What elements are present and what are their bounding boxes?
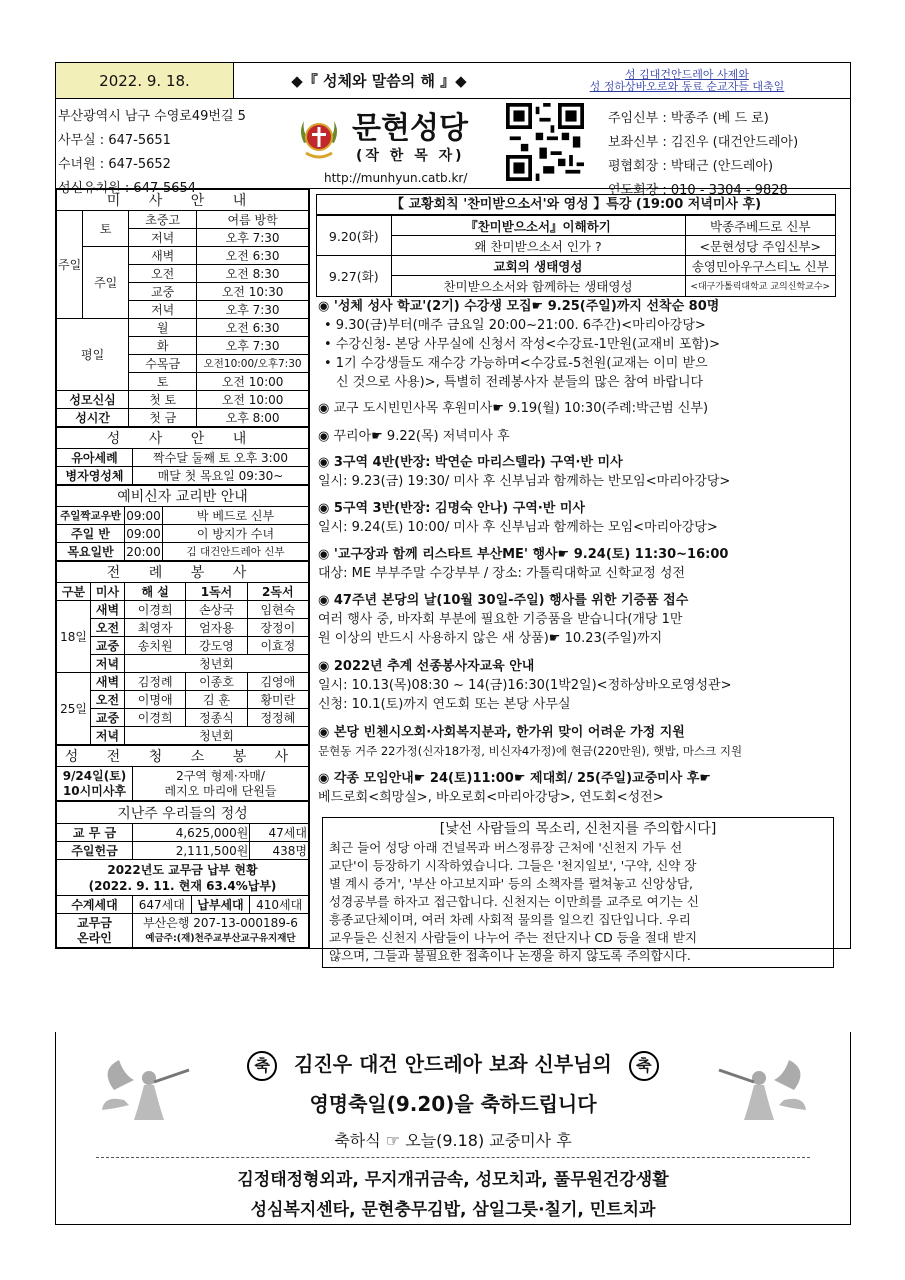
tithe-status-title: 2022년도 교무금 납부 현황 <box>107 862 258 877</box>
mass-time: 오후 7:30 <box>197 337 309 355</box>
class-label: 주일 반 <box>57 525 125 543</box>
contact-info <box>58 105 246 201</box>
notice-line: 일시: 10.13(목)08:30 ~ 14(금)16:30(1박2일)<정하상바오로영성관> <box>318 678 732 693</box>
issue-date: 2022. 9. 18. <box>56 63 234 98</box>
online-label-1: 교무금 <box>77 915 112 930</box>
mass-name: 수목금 <box>129 355 197 373</box>
offering-count: 438명 <box>250 842 309 860</box>
celebration-section <box>55 1032 851 1225</box>
notice-funeral-training <box>318 657 843 714</box>
sick-communion-value: 매달 첫 목요일 09:30~ <box>133 467 309 485</box>
feast-line-1: 성 김대건안드레아 사제와 <box>625 67 749 81</box>
warning-line: 성경공부를 하자고 접근합니다. 신천지는 이만희를 교주로 여기는 신 <box>329 894 699 909</box>
notice-charity-support <box>318 723 843 761</box>
holy-hour-label: 성시간 <box>57 409 129 427</box>
notice-line: 문현동 거주 22가정(신자18가정, 비신자4가정)에 현금(220만원), 햇밥, 마스크 지원 <box>318 744 743 758</box>
class-time: 09:00 <box>126 508 161 523</box>
sunday-label: 주일 <box>57 211 83 319</box>
col-header: 미사 <box>91 583 125 601</box>
reader-2: 장정이 <box>247 619 308 637</box>
reader-2: 김영애 <box>247 673 308 691</box>
col-header: 2독서 <box>247 583 308 601</box>
mass-name: 화 <box>129 337 197 355</box>
parish-emblem-icon <box>296 113 342 163</box>
lecture-subtopic: 왜 찬미받으소서 인가 ? <box>391 236 685 256</box>
online-label <box>57 914 133 948</box>
col-header: 해 설 <box>125 583 186 601</box>
celebration-line-1 <box>56 1048 850 1081</box>
reader-1: 김 훈 <box>186 691 247 709</box>
reader-1: 이종호 <box>186 673 247 691</box>
saturday-label: 토 <box>83 211 129 247</box>
commentator: 이명애 <box>125 691 186 709</box>
mass-type: 저녁 <box>91 727 125 745</box>
mass-name: 토 <box>129 373 197 391</box>
reader-1: 강도영 <box>186 637 247 655</box>
notice-poverty-mass: ◉ 교구 도시빈민사목 후원미사☛ 9.19(월) 10:30(주례:박근범 신부) <box>318 401 709 416</box>
mass-type: 오전 <box>91 619 125 637</box>
lecture-date: 9.20(화) <box>317 216 391 256</box>
households-value: 647세대 <box>133 896 192 914</box>
notice-line: • 1기 수강생들도 재수강 가능하며<수강료-5천원(교재는 이미 받으 <box>324 356 708 371</box>
notice-line: • 9.30(금)부터(매주 금요일 20:00~21:00. 6주간)<마리아강당> <box>324 318 706 333</box>
evening-service: 청년회 <box>125 727 309 745</box>
cleaning-table <box>56 745 309 801</box>
mass-schedule-table <box>56 189 309 427</box>
content-columns <box>56 189 850 963</box>
notice-line: 신 것으로 사용)>, 특별히 전례봉사자 분들의 많은 참여 바랍니다 <box>336 375 704 390</box>
notice-line: 신청: 10.1(토)까지 연도회 또는 본당 사무실 <box>318 697 571 712</box>
notice-meetings <box>318 769 843 807</box>
notice-title: ◉ 47주년 본당의 날(10월 30일-주일) 행사를 위한 기증품 접수 <box>318 593 689 608</box>
mass-type: 새벽 <box>91 601 125 619</box>
parish-name: 문현성당 <box>352 111 468 146</box>
notice-line: 베드로회<희망실>, 바오로회<마리아강당>, 연도회<성전> <box>318 790 664 805</box>
sponsors-line-2: 성심복지센타, 문현충무김밥, 삼일그릇·칠기, 민트치과 <box>250 1200 656 1220</box>
celebrate-mark-icon: 축 <box>247 1051 277 1081</box>
lecture-speaker: 송영민아우구스티노 신부 <box>685 256 835 276</box>
warning-title: [낯선 사람들의 목소리, 신천지를 주의합시다] <box>439 821 717 837</box>
sick-communion-label: 병자영성체 <box>57 467 133 485</box>
mass-time: 오전 8:30 <box>197 265 309 283</box>
cleaning-groups <box>133 767 309 801</box>
mass-type: 오전 <box>91 691 125 709</box>
households-label: 수계세대 <box>57 896 133 914</box>
pastor: 주임신부 : 박종주 (베 드 로) <box>608 111 769 126</box>
assistant-pastor: 보좌신부 : 김진우 (대건안드레아) <box>608 135 799 150</box>
sunday-sub-label: 주일 <box>83 247 129 319</box>
reader-2: 이효정 <box>247 637 308 655</box>
lecture-topic: 교회의 생태영성 <box>391 256 685 276</box>
col-header: 구분 <box>57 583 91 601</box>
day-label: 18일 <box>57 601 91 673</box>
notice-title: ◉ 각종 모임안내☛ 24(토)11:00☛ 제대회/ 25(주일)교중미사 후☛ <box>318 771 712 786</box>
class-teacher: 김 대건안드레아 신부 <box>163 543 309 561</box>
notice-line: 일시: 9.24(토) 10:00/ 미사 후 신부님과 함께하는 모임<마리아강당> <box>318 520 718 535</box>
weekday-label: 평일 <box>57 319 129 391</box>
offering-amount: 2,111,500원 <box>133 842 250 860</box>
parish-header <box>56 99 850 198</box>
reader-2: 황미란 <box>247 691 308 709</box>
commentator: 이경희 <box>125 601 186 619</box>
office-phone: 사무실 : 647-5651 <box>58 133 171 148</box>
notice-eucharist-school <box>318 297 843 392</box>
mass-name: 새벽 <box>129 247 197 265</box>
online-label-2: 온라인 <box>77 930 112 945</box>
reader-1: 엄자용 <box>186 619 247 637</box>
warning-line: 별 계시 증거', '부산 아고보지파' 등의 소책자를 펼쳐놓고 신앙상담, <box>329 876 693 891</box>
year-theme: ◆『 성체와 말씀의 해 』◆ <box>291 72 467 90</box>
left-column <box>56 189 310 948</box>
notice-district-3 <box>318 453 843 491</box>
lecture-topic: 『찬미받으소서』이해하기 <box>391 216 685 236</box>
warning-line: 교단'이 등장하기 시작하였습니다. 그들은 '천지일보', '구약, 신약 장 <box>329 858 697 873</box>
warning-line: 흥종교단체이며, 여러 차례 사회적 물의를 일으킨 집단입니다. 우리 <box>329 912 691 927</box>
association-president: 연도회장 : 010 - 3304 - 9828 <box>608 183 788 198</box>
holy-hour-time: 오후 8:00 <box>197 409 309 427</box>
tithe-status-sub: (2022. 9. 11. 현재 63.4%납부) <box>88 878 277 893</box>
mass-time: 여름 방학 <box>197 211 309 229</box>
reader-1: 정종식 <box>186 709 247 727</box>
cleaning-title: 성 전 청 소 봉 사 <box>57 746 309 767</box>
sacrament-table <box>56 427 309 485</box>
devotion-day: 첫 토 <box>129 391 197 409</box>
evening-service: 청년회 <box>125 655 309 673</box>
mass-time: 오전 10:00 <box>197 373 309 391</box>
notice-parish-day <box>318 591 843 648</box>
lecture-title: 【 교황회칙 '찬미받으소서'와 영성 】특강 (19:00 저녁미사 후) <box>317 195 835 215</box>
cleaning-day: 9/24일(토) <box>62 768 127 783</box>
mass-type: 교중 <box>91 637 125 655</box>
offering-amount: 4,625,000원 <box>133 824 250 842</box>
celebration-line-3: 축하식 ☞ 오늘(9.18) 교중미사 후 <box>334 1131 572 1150</box>
class-label: 목요일반 <box>57 543 125 561</box>
notice-line: 대상: ME 부부주말 수강부부 / 장소: 가톨릭대학교 신학교정 성전 <box>318 566 686 581</box>
reader-2: 정정혜 <box>247 709 308 727</box>
notice-title: ◉ 본당 빈첸시오회·사회복지분과, 한가위 맞이 어려운 가정 지원 <box>318 725 685 740</box>
notice-district-5 <box>318 499 843 537</box>
lecture-table <box>317 215 835 296</box>
mass-time: 오전 6:30 <box>197 319 309 337</box>
catechumen-title: 예비신자 교리반 안내 <box>57 486 309 507</box>
parish-motto: (작 한 목 자) <box>356 148 465 164</box>
celebration-line-2: 영명축일(9.20)을 축하드립니다 <box>309 1092 597 1116</box>
lecture-speaker: 박종주베드로 신부 <box>685 216 835 236</box>
offering-title: 지난주 우리들의 정성 <box>57 802 309 824</box>
mass-name: 오전 <box>129 265 197 283</box>
right-column <box>310 189 850 963</box>
mass-time: 오후 7:30 <box>197 301 309 319</box>
day-label: 25일 <box>57 673 91 745</box>
bank-number: 부산은행 207-13-000189-6 <box>143 915 298 930</box>
lecture-subtopic: 찬미받으소서와 함께하는 생태영성 <box>391 276 685 296</box>
mass-name: 초중고 <box>129 211 197 229</box>
offering-table <box>56 801 309 948</box>
mass-time: 오전 10:30 <box>197 283 309 301</box>
reader-1: 손상국 <box>186 601 247 619</box>
paid-value: 410세대 <box>250 896 309 914</box>
holy-hour-day: 첫 금 <box>129 409 197 427</box>
mass-name: 저녁 <box>129 229 197 247</box>
cleaning-group-2: 레지오 마리애 단원들 <box>164 783 277 798</box>
council-president: 평협회장 : 박태근 (안드레아) <box>608 159 774 174</box>
class-teacher: 이 방지가 수녀 <box>163 525 309 543</box>
tithe-status <box>57 860 309 896</box>
infant-baptism-value: 짝수달 둘째 토 오후 3:00 <box>133 449 309 467</box>
convent-phone: 수녀원 : 647-5652 <box>58 157 171 172</box>
notice-line: • 수강신청- 본당 사무실에 신청서 작성<수강료-1만원(교재비 포함)> <box>324 337 720 352</box>
sponsors-line-1: 김정태정형외과, 무지개귀금속, 성모치과, 풀무원건강생활 <box>237 1170 669 1190</box>
feast-title <box>524 63 850 98</box>
warning-line: 최근 들어 성당 아래 건널목과 버스정류장 근처에 '신천지 가두 선 <box>329 840 683 855</box>
notice-title: ◉ 5구역 3반(반장: 김명숙 안나) 구역·반 미사 <box>318 501 585 516</box>
lecture-date: 9.27(화) <box>317 256 391 296</box>
notice-curia: ◉ 꾸리아☛ 9.22(목) 저녁미사 후 <box>318 429 510 444</box>
offering-label: 교 무 금 <box>57 824 133 842</box>
mass-name: 월 <box>129 319 197 337</box>
class-label: 주일짝교우반 <box>57 507 125 525</box>
class-teacher: 박 베드로 신부 <box>163 507 309 525</box>
sacrament-title: 성 사 안 내 <box>57 428 309 449</box>
lecture-box <box>316 194 836 297</box>
cleaning-date <box>57 767 133 801</box>
parish-url[interactable]: http://munhyun.catb.kr/ <box>324 171 468 185</box>
lecture-speaker-role: <문현성당 주임신부> <box>685 236 835 256</box>
reader-2: 임현숙 <box>247 601 308 619</box>
mass-type: 새벽 <box>91 673 125 691</box>
shincheonji-warning <box>322 817 834 968</box>
offering-label: 주일헌금 <box>57 842 133 860</box>
liturgy-service-table <box>56 561 309 745</box>
devotion-label: 성모신심 <box>57 391 129 409</box>
mass-name: 교중 <box>129 283 197 301</box>
cleaning-time: 10시미사후 <box>62 783 127 798</box>
infant-baptism-label: 유아세례 <box>57 449 133 467</box>
notice-title: ◉ '교구장과 함께 리스타트 부산ME' 행사☛ 9.24(토) 11:30~16:00 <box>318 547 729 562</box>
paid-label: 납부세대 <box>191 896 250 914</box>
commentator: 최영자 <box>125 619 186 637</box>
devotion-time: 오전 10:00 <box>197 391 309 409</box>
mass-schedule-title: 미 사 안 내 <box>57 190 309 211</box>
feast-line-2: 성 정하상바오로와 동료 순교자들 대축일 <box>589 79 785 93</box>
offering-count: 47세대 <box>250 824 309 842</box>
notice-line: 원 이상의 반드시 사용하지 않은 새 상품)☛ 10.23(주일)까지 <box>318 631 663 646</box>
warning-line: 않으며, 그들과 불필요한 접촉이나 논쟁을 하지 않도록 주의합시다. <box>329 948 691 963</box>
class-time: 09:00 <box>126 526 161 541</box>
col-header: 1독서 <box>186 583 247 601</box>
cleaning-group-1: 2구역 형제·자매/ <box>176 768 265 783</box>
mass-time: 오전10:00/오후7:30 <box>197 355 309 373</box>
kindergarten-phone: 성신유치원 : 647-5654 <box>58 181 197 196</box>
commentator: 이경희 <box>125 709 186 727</box>
mass-type: 저녁 <box>91 655 125 673</box>
notice-title: ◉ 2022년 추계 선종봉사자교육 안내 <box>318 659 535 674</box>
bank-account <box>133 914 309 948</box>
qr-code-icon <box>506 103 584 181</box>
mass-name: 저녁 <box>129 301 197 319</box>
celebration-text-1: 김진우 대건 안드레아 보좌 신부님의 <box>294 1052 612 1076</box>
top-banner <box>56 63 850 99</box>
mass-type: 교중 <box>91 709 125 727</box>
commentator: 김정례 <box>125 673 186 691</box>
commentator: 송치원 <box>125 637 186 655</box>
bulletin <box>55 62 851 963</box>
celebrate-mark-icon: 축 <box>629 1051 659 1081</box>
notice-title: ◉ '성체 성사 학교'(2기) 수강생 모집☛ 9.25(주일)까지 선착순 80명 <box>318 299 720 314</box>
warning-line: 교우들은 신천지 사람들이 나누어 주는 전단지나 CD 등을 절대 받지 <box>329 930 698 945</box>
mass-time: 오전 6:30 <box>197 247 309 265</box>
liturgy-title: 전 례 봉 사 <box>57 562 309 583</box>
notice-title: ◉ 3구역 4반(반장: 박연순 마리스텔라) 구역·반 미사 <box>318 455 623 470</box>
address: 부산광역시 남구 수영로49번길 5 <box>58 109 246 124</box>
mass-time: 오후 7:30 <box>197 229 309 247</box>
lecture-speaker-role: <대구가톨릭대학교 교의신학교수> <box>685 276 835 296</box>
notice-me-event <box>318 545 843 583</box>
divider <box>96 1157 810 1158</box>
account-holder: 예금주:(재)천주교부산교구유지재단 <box>145 932 296 944</box>
notice-line: 여러 행사 중, 바자회 부분에 필요한 기증품을 받습니다(개당 1만 <box>318 612 683 627</box>
catechumen-table <box>56 485 309 561</box>
class-time: 20:00 <box>126 544 161 559</box>
notice-line: 일시: 9.23(금) 19:30/ 미사 후 신부님과 함께하는 반모임<마리아강당> <box>318 474 731 489</box>
